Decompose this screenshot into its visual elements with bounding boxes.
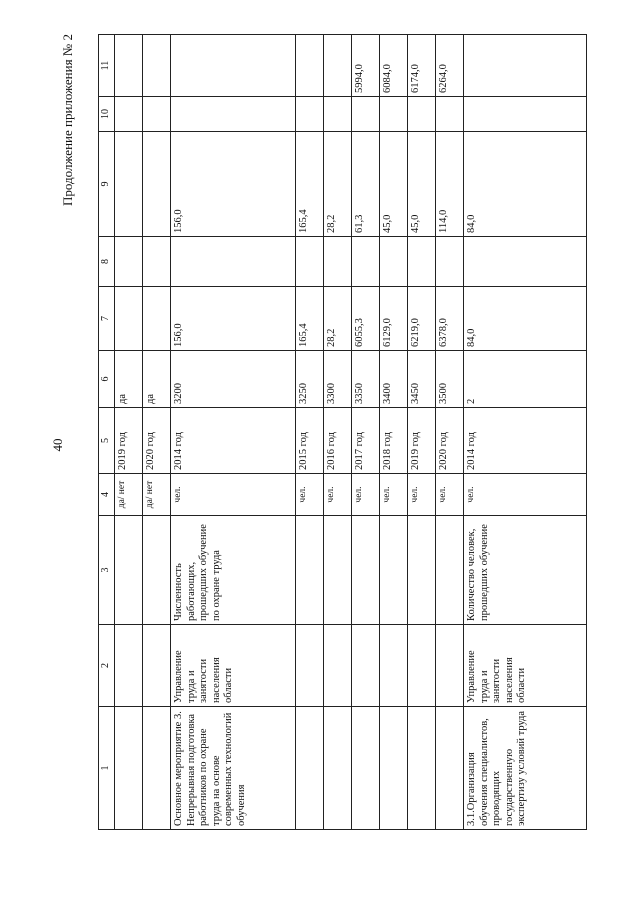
table-cell: 2018 год (380, 408, 408, 474)
table-cell (115, 287, 143, 351)
table-cell (464, 237, 587, 287)
page-number: 40 (50, 438, 65, 452)
table-cell (436, 237, 464, 287)
table-cell (324, 35, 352, 97)
table-cell (408, 516, 436, 625)
table-row (324, 35, 352, 830)
table-cell: 3500 (436, 351, 464, 408)
table-cell: 45,0 (408, 132, 436, 237)
table-cell (380, 625, 408, 707)
table-cell: 2019 год (115, 408, 143, 474)
table-cell: 3400 (380, 351, 408, 408)
table-cell: Основное мероприятие 3. Непрерывная подготовка работников по охране труда на основе современных технологий обучения (171, 707, 296, 830)
table-cell: 156,0 (171, 132, 296, 237)
header-cell: 10 (99, 97, 115, 132)
table-cell (143, 97, 171, 132)
continuation-note: Продолжение приложения № 2 (60, 34, 75, 206)
table-cell: 2015 год (296, 408, 324, 474)
table-cell: 2014 год (171, 408, 296, 474)
table-cell (380, 237, 408, 287)
table-cell (324, 237, 352, 287)
table-cell (115, 707, 143, 830)
header-cell: 9 (99, 132, 115, 237)
table-cell (436, 625, 464, 707)
table-cell (143, 132, 171, 237)
rotated-table-wrapper (98, 35, 528, 830)
table-cell (296, 97, 324, 132)
table-row (143, 35, 171, 830)
header-cell: 7 (99, 287, 115, 351)
table-cell: 6174,0 (408, 35, 436, 97)
table-cell (352, 237, 380, 287)
table-cell (296, 237, 324, 287)
table-cell: чел. (324, 474, 352, 516)
table-cell (171, 35, 296, 97)
table-cell (380, 516, 408, 625)
table-cell (143, 707, 171, 830)
table-cell (115, 625, 143, 707)
table-cell: 84,0 (464, 287, 587, 351)
table-cell (296, 707, 324, 830)
table-cell (408, 237, 436, 287)
table-cell: 3200 (171, 351, 296, 408)
table-cell (115, 237, 143, 287)
table-cell: Численность работающих, прошедших обучение по охране труда (171, 516, 296, 625)
table-cell (324, 625, 352, 707)
table-cell: 3.1.Организация обучения специалистов, проводящих государственную экспертизу условий труда (464, 707, 587, 830)
table-row (464, 35, 587, 830)
table-cell: 3450 (408, 351, 436, 408)
table-cell (143, 237, 171, 287)
table-cell (115, 516, 143, 625)
header-cell: 6 (99, 351, 115, 408)
table-cell: чел. (352, 474, 380, 516)
table-cell: 2020 год (143, 408, 171, 474)
table-cell: 45,0 (380, 132, 408, 237)
table-cell: чел. (464, 474, 587, 516)
table-cell (436, 707, 464, 830)
table-cell: 28,2 (324, 287, 352, 351)
table-cell (324, 707, 352, 830)
table-row (171, 35, 296, 830)
table-cell: 114,0 (436, 132, 464, 237)
table-cell (408, 625, 436, 707)
header-cell: 4 (99, 474, 115, 516)
table-cell (352, 707, 380, 830)
table-cell (115, 132, 143, 237)
table-cell (408, 97, 436, 132)
table-cell: 2016 год (324, 408, 352, 474)
header-cell: 1 (99, 707, 115, 830)
table-cell: 28,2 (324, 132, 352, 237)
table-row (296, 35, 324, 830)
table-cell (324, 97, 352, 132)
table-cell: 2 (464, 351, 587, 408)
table-cell (143, 35, 171, 97)
header-cell: 11 (99, 35, 115, 97)
table-cell (171, 237, 296, 287)
table-cell: 3250 (296, 351, 324, 408)
table-cell (171, 97, 296, 132)
table-cell (296, 625, 324, 707)
table-cell: Управление труда и занятости населения области (171, 625, 296, 707)
table-cell (296, 516, 324, 625)
table-cell: 156,0 (171, 287, 296, 351)
table-cell: 61,3 (352, 132, 380, 237)
table-cell (352, 625, 380, 707)
table-cell (143, 625, 171, 707)
table-cell (352, 516, 380, 625)
table-cell: 6264,0 (436, 35, 464, 97)
table-cell: 2020 год (436, 408, 464, 474)
header-cell: 3 (99, 516, 115, 625)
table-row (115, 35, 143, 830)
table-cell (352, 97, 380, 132)
table-row (436, 35, 464, 830)
table-cell (408, 707, 436, 830)
table-cell (143, 516, 171, 625)
program-table (98, 34, 587, 830)
table-cell: 2017 год (352, 408, 380, 474)
table-cell: да/ нет (115, 474, 143, 516)
table-row (352, 35, 380, 830)
table-cell: чел. (436, 474, 464, 516)
table-cell: 5994,0 (352, 35, 380, 97)
table-cell: чел. (408, 474, 436, 516)
table-cell: да (143, 351, 171, 408)
table-cell (296, 35, 324, 97)
table-cell: 165,4 (296, 132, 324, 237)
table-cell: 84,0 (464, 132, 587, 237)
table-cell (380, 97, 408, 132)
table-row (408, 35, 436, 830)
table-cell: 6055,3 (352, 287, 380, 351)
table-cell: 6378,0 (436, 287, 464, 351)
table-cell (464, 35, 587, 97)
table-cell: чел. (171, 474, 296, 516)
table-row (380, 35, 408, 830)
table-cell (143, 287, 171, 351)
table-cell: чел. (380, 474, 408, 516)
table-cell: да/ нет (143, 474, 171, 516)
table-cell (324, 516, 352, 625)
table-cell: да (115, 351, 143, 408)
table-cell: 6084,0 (380, 35, 408, 97)
table-cell: 165,4 (296, 287, 324, 351)
table-cell (115, 97, 143, 132)
header-cell: 2 (99, 625, 115, 707)
table-cell (115, 35, 143, 97)
table-cell: 3300 (324, 351, 352, 408)
header-row (99, 35, 115, 830)
table-cell: 6219,0 (408, 287, 436, 351)
table-body (99, 35, 587, 830)
header-cell: 8 (99, 237, 115, 287)
table-cell: Управление труда и занятости населения области (464, 625, 587, 707)
table-cell: 2014 год (464, 408, 587, 474)
table-cell: Количество человек, прошедших обучение (464, 516, 587, 625)
table-cell (464, 97, 587, 132)
table-cell: чел. (296, 474, 324, 516)
header-cell: 5 (99, 408, 115, 474)
table-cell: 6129,0 (380, 287, 408, 351)
table-cell (380, 707, 408, 830)
table-cell (436, 97, 464, 132)
table-cell (436, 516, 464, 625)
table-cell: 3350 (352, 351, 380, 408)
table-cell: 2019 год (408, 408, 436, 474)
